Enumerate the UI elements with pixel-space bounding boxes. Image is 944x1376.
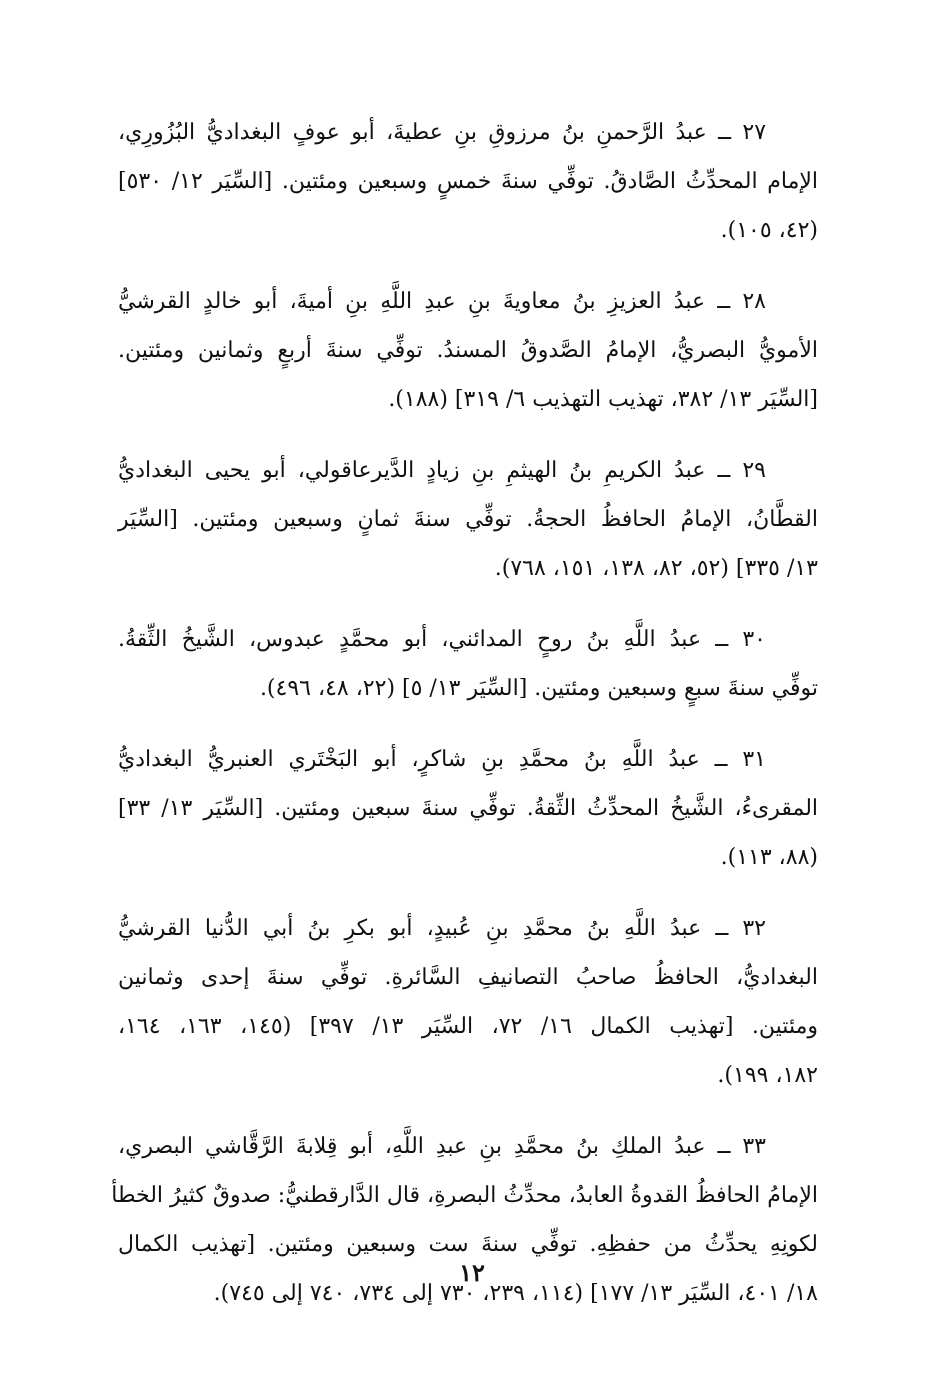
entry-line: ومئتين. [تهذيب الكمال ١٦/ ٧٢، السِّيَر ١٣/ ٣٩٧] (١٤٥، ١٦٣، ١٦٤، (118, 1014, 818, 1039)
entry-line: [السِّيَر ١٣/ ٣٨٢، تهذيب التهذيب ٦/ ٣١٩] (١٨٨). (388, 387, 818, 412)
entry-line: ٣٢ ــ عبدُ اللَّهِ بنُ محمَّدِ بنِ عُبيدٍ، أبو بكرِ بنُ أبي الدُّنيا القرشيُّ (118, 916, 766, 941)
entry-line: ٣١ ــ عبدُ اللَّهِ بنُ محمَّدِ بنِ شاكرٍ، أبو البَخْتَري العنبريُّ البغداديُّ (118, 747, 766, 772)
entry-30 (118, 615, 818, 713)
entry-33 (111, 1122, 818, 1318)
entry-27 (118, 108, 818, 255)
entry-line: ٢٧ ــ عبدُ الرَّحمنِ بنُ مرزوقِ بنِ عطيةَ، أبو عوفٍ البغداديُّ البُزُورِي، (118, 120, 767, 145)
biography-entries (111, 108, 819, 1340)
entry-line: ١٣/ ٣٣٥] (٥٢، ٨٢، ١٣٨، ١٥١، ٧٦٨). (494, 556, 818, 581)
entry-28 (118, 277, 818, 424)
entry-line: (٨٨، ١١٣). (720, 845, 818, 870)
entry-line: الإمامُ الحافظُ القدوةُ العابدُ، محدِّثُ البصرةِ، قال الدَّارقطنيُّ: صدوقٌ كثيرُ الخطأ (111, 1183, 818, 1208)
entry-line: ٢٨ ــ عبدُ العزيزِ بنُ معاويةَ بنِ عبدِ اللَّهِ بنِ أميةَ، أبو خالدٍ القرشيُّ (118, 289, 766, 314)
entry-line: ١٨/ ٤٠١، السِّيَر ١٣/ ١٧٧] (١١٤، ٢٣٩، ٧٣٠ إلى ٧٣٤، ٧٤٠ إلى ٧٤٥). (213, 1281, 818, 1306)
entry-line: الأمويُّ البصريُّ، الإمامُ الصَّدوقُ المسندُ. توفِّي سنةَ أربعٍ وثمانين ومئتين. (118, 338, 818, 363)
entry-line: القطَّانُ، الإمامُ الحافظُ الحجةُ. توفِّي سنةَ ثمانٍ وسبعين ومئتين. [السِّيَر (118, 507, 818, 532)
entry-line: لكونِهِ يحدِّثُ من حفظِهِ. توفِّي سنةَ ست وسبعين ومئتين. [تهذيب الكمال (118, 1232, 818, 1257)
entry-line: ٣٠ ــ عبدُ اللَّهِ بنُ روحٍ المدائني، أبو محمَّدٍ عبدوس، الشَّيخُ الثِّقةُ. (118, 627, 766, 652)
entry-32 (118, 904, 818, 1100)
entry-29 (118, 446, 818, 593)
entry-31 (118, 735, 818, 882)
entry-line: توفِّي سنةَ سبعٍ وسبعين ومئتين. [السِّيَر ١٣/ ٥] (٢٢، ٤٨، ٤٩٦). (259, 676, 818, 701)
entry-line: ١٨٢، ١٩٩). (717, 1063, 818, 1088)
page-number: ١٢ (459, 1258, 485, 1287)
entry-line: المقرىءُ، الشَّيخُ المحدِّثُ الثِّقةُ. توفِّي سنةَ سبعين ومئتين. [السِّيَر ١٣/ ٣٣] (118, 796, 819, 821)
entry-line: الإمام المحدِّثُ الصَّادقُ. توفِّي سنةَ خمسٍ وسبعين ومئتين. [السِّيَر ١٢/ ٥٣٠] (118, 169, 819, 194)
entry-line: البغداديُّ، الحافظُ صاحبُ التصانيفِ السَّائرةِ. توفِّي سنةَ إحدى وثمانين (118, 965, 818, 990)
entry-line: ٢٩ ــ عبدُ الكريمِ بنُ الهيثمِ بنِ زيادٍ الدَّيرعاقولي، أبو يحيى البغداديُّ (118, 458, 766, 483)
entry-line: ٣٣ ــ عبدُ الملكِ بنُ محمَّدِ بنِ عبدِ اللَّهِ، أبو قِلابةَ الرَّقَّاشي البصري، (118, 1134, 766, 1159)
entry-line: (٤٢، ١٠٥). (720, 218, 818, 243)
